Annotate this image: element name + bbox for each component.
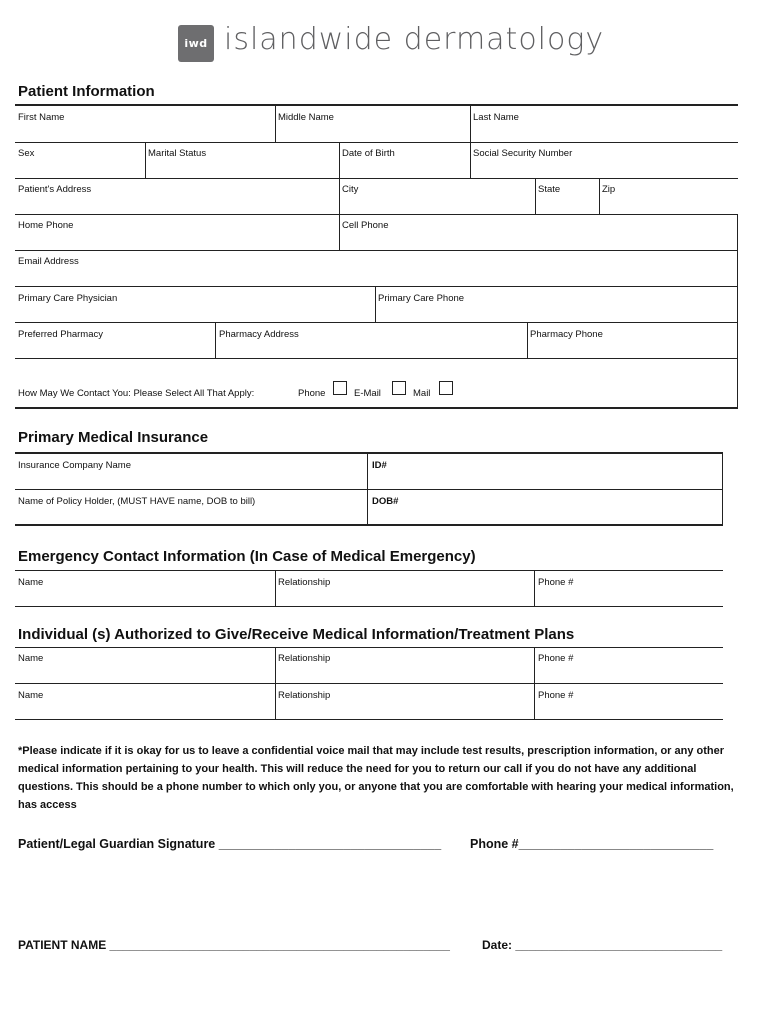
policy-holder-dob-field[interactable]: DOB# — [372, 496, 399, 507]
row-divider — [15, 250, 738, 251]
last-name-field[interactable]: Last Name — [473, 112, 519, 123]
row-divider — [15, 719, 723, 720]
patient-info-title: Patient Information — [18, 83, 155, 100]
patient-name-line[interactable]: PATIENT NAME ___________________________________________________ — [18, 938, 450, 952]
cell-phone-field[interactable]: Cell Phone — [342, 220, 389, 231]
date-line[interactable]: Date: _______________________________ — [482, 938, 723, 952]
cell-divider — [599, 178, 600, 214]
date-of-birth-field[interactable]: Date of Birth — [342, 148, 395, 159]
contact-mail-label: Mail — [413, 388, 431, 399]
emergency-phone-field[interactable]: Phone # — [538, 577, 574, 588]
authorized-name-field[interactable]: Name — [18, 653, 44, 664]
authorized-name-field[interactable]: Name — [18, 690, 44, 701]
home-phone-field[interactable]: Home Phone — [18, 220, 74, 231]
cell-divider — [375, 286, 376, 322]
section-divider — [15, 570, 723, 571]
cell-divider — [470, 142, 471, 178]
zip-field[interactable]: Zip — [602, 184, 616, 195]
signature-phone-line[interactable]: Phone #____________________________ — [470, 837, 714, 851]
row-divider — [15, 489, 723, 490]
row-divider — [15, 286, 738, 287]
contact-email-checkbox[interactable] — [392, 381, 406, 395]
cell-divider — [275, 106, 276, 142]
contact-phone-label: Phone — [298, 388, 326, 399]
section-end-divider — [15, 524, 723, 526]
contact-prompt: How May We Contact You: Please Select All That Apply: — [18, 388, 255, 399]
contact-mail-checkbox[interactable] — [439, 381, 453, 395]
sex-field[interactable]: Sex — [18, 148, 35, 159]
cell-divider — [339, 214, 340, 250]
middle-name-field[interactable]: Middle Name — [278, 112, 334, 123]
cell-divider — [527, 322, 528, 358]
logo-text: islandwide dermatology — [224, 22, 605, 57]
first-name-field[interactable]: First Name — [18, 112, 65, 123]
cell-divider — [215, 322, 216, 358]
cell-divider — [275, 570, 276, 606]
marital-status-field[interactable]: Marital Status — [148, 148, 207, 159]
cell-divider — [339, 178, 340, 214]
pharmacy-field[interactable]: Preferred Pharmacy — [18, 329, 104, 340]
section-divider — [15, 452, 723, 454]
email-field[interactable]: Email Address — [18, 256, 79, 267]
row-divider — [15, 214, 738, 215]
emergency-relationship-field[interactable]: Relationship — [278, 577, 331, 588]
cell-divider — [339, 142, 340, 178]
pharmacy-phone-field[interactable]: Pharmacy Phone — [530, 329, 603, 340]
signature-line[interactable]: Patient/Legal Guardian Signature ________________________________ — [18, 837, 442, 851]
ssn-field[interactable]: Social Security Number — [473, 148, 573, 159]
authorized-phone-field[interactable]: Phone # — [538, 653, 574, 664]
section-end-divider — [15, 407, 738, 409]
policy-holder-field[interactable]: Name of Policy Holder, (MUST HAVE name, DOB to bill) — [18, 496, 256, 507]
authorized-relationship-field[interactable]: Relationship — [278, 690, 331, 701]
pharmacy-address-field[interactable]: Pharmacy Address — [219, 329, 299, 340]
section-divider — [15, 104, 738, 106]
cell-divider — [535, 178, 536, 214]
city-field[interactable]: City — [342, 184, 359, 195]
authorized-title: Individual (s) Authorized to Give/Receive Medical Information/Treatment Plans — [18, 626, 575, 643]
voicemail-note: *Please indicate if it is okay for us to leave a confidential voice mail that may include test results, prescription information, or any other medical information pertaining to your health. This will reduce the need for you to return our call if you do not have any additional questions. This should be a phone number to which only you, or anyone that you are comfortable with hearing your medical information, has access — [18, 745, 734, 811]
row-divider — [15, 322, 738, 323]
row-divider — [15, 683, 723, 684]
insurance-title: Primary Medical Insurance — [18, 429, 209, 446]
address-field[interactable]: Patient's Address — [18, 184, 92, 195]
authorized-phone-field[interactable]: Phone # — [538, 690, 574, 701]
emergency-name-field[interactable]: Name — [18, 577, 44, 588]
pcp-phone-field[interactable]: Primary Care Phone — [378, 293, 465, 304]
right-border — [737, 214, 738, 408]
authorized-relationship-field[interactable]: Relationship — [278, 653, 331, 664]
pcp-field[interactable]: Primary Care Physician — [18, 293, 118, 304]
row-divider — [15, 358, 738, 359]
state-field[interactable]: State — [538, 184, 561, 195]
emergency-title: Emergency Contact Information (In Case of Medical Emergency) — [18, 548, 476, 565]
insurance-id-field[interactable]: ID# — [372, 460, 387, 471]
cell-divider — [534, 570, 535, 606]
logo-mark: iwd — [178, 25, 214, 62]
cell-divider — [470, 106, 471, 142]
row-divider — [15, 606, 723, 607]
insurance-company-field[interactable]: Insurance Company Name — [18, 460, 131, 471]
row-divider — [15, 178, 738, 179]
row-divider — [15, 142, 738, 143]
contact-phone-checkbox[interactable] — [333, 381, 347, 395]
contact-email-label: E-Mail — [354, 388, 381, 399]
section-divider — [15, 647, 723, 648]
cell-divider — [145, 142, 146, 178]
